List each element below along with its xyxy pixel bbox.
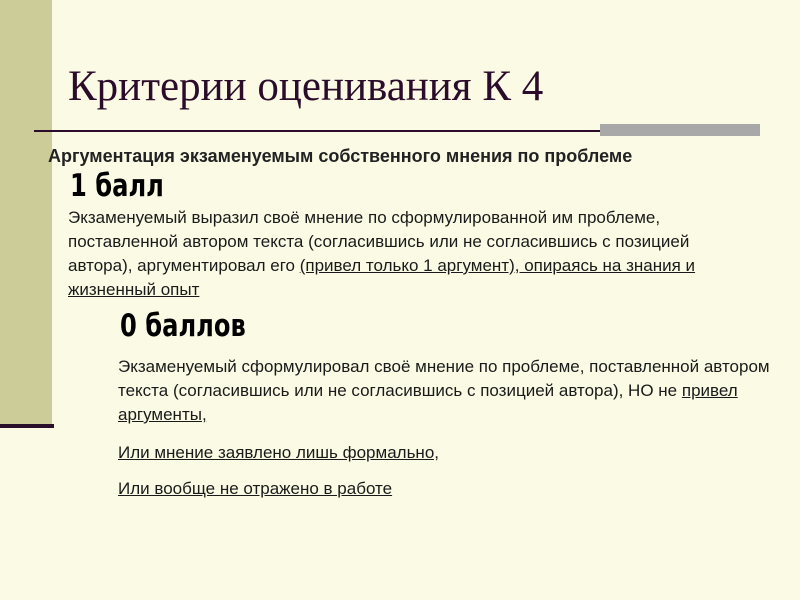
accent-bar: [600, 124, 760, 136]
criterion-0-text: Экзаменуемый сформулировал своё мнение по проблеме, поставленной автором текста (согласившись или не согласившись с позицией автора), НО не: [118, 357, 770, 400]
title-divider: [34, 130, 604, 132]
slide-title: Критерии оценивания К 4: [68, 63, 544, 110]
criterion-0-alt-formal: Или мнение заявлено лишь формально,: [118, 443, 439, 462]
criterion-1-description: [68, 206, 748, 302]
score-label-1: 1 балл: [70, 168, 164, 204]
criterion-0-underlined-text: привел аргументы,: [118, 381, 738, 424]
criterion-1-underlined-text: (привел только 1 аргумент), опираясь на знания и жизненный опыт: [68, 256, 696, 299]
left-decor-bar-base: [0, 424, 54, 428]
criterion-0-alt-absent: Или вообще не отражено в работе: [118, 479, 393, 498]
criterion-subheading: Аргументация экзаменуемым собственного мнения по проблеме: [48, 146, 633, 166]
criterion-0-description: [118, 355, 778, 427]
criterion-1-text: Экзаменуемый выразил своё мнение по сформулированной им проблеме, поставленной автором текста (согласившись или не согласившись с позицией автора), аргументировал его: [68, 208, 690, 275]
left-decor-bar: [0, 0, 52, 428]
score-label-0: 0 баллов: [120, 308, 246, 344]
